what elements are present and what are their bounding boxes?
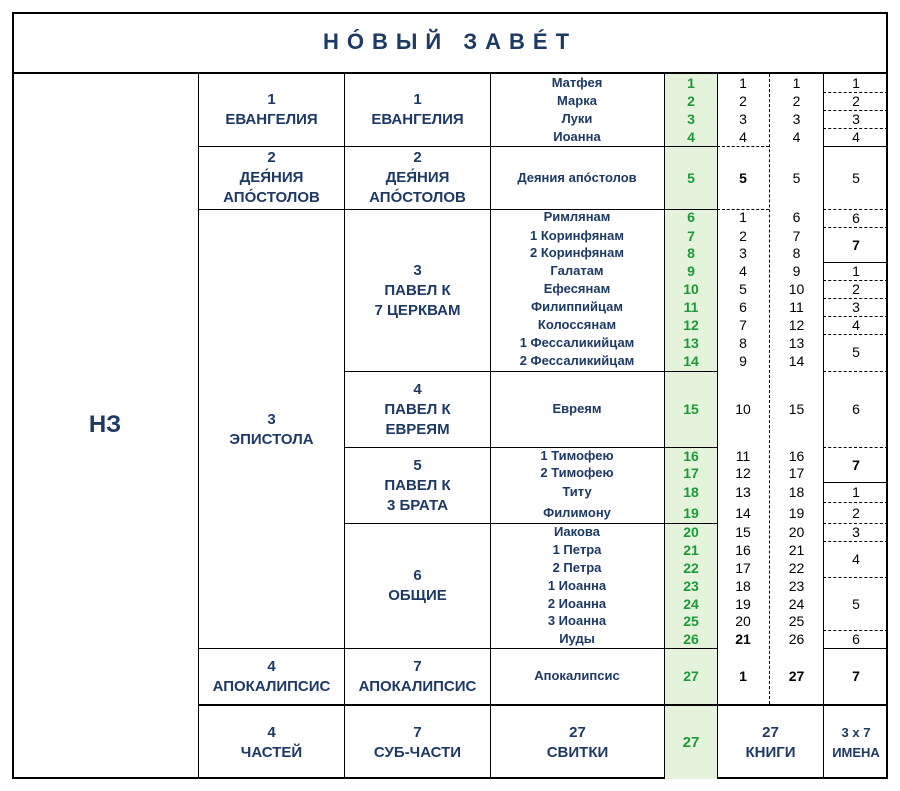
book-name: Колоссянам bbox=[537, 317, 617, 332]
divider bbox=[823, 577, 888, 578]
group-index: 3 bbox=[739, 111, 747, 127]
name-index: 5 bbox=[852, 344, 860, 360]
book-index: 11 bbox=[789, 299, 804, 315]
book-name: 2 Петра bbox=[552, 560, 602, 575]
book-name: Матфея bbox=[551, 75, 603, 90]
book-index: 2 bbox=[792, 93, 801, 109]
group-index: 1 bbox=[739, 75, 747, 91]
group-index: 7 bbox=[739, 317, 747, 333]
divider bbox=[823, 447, 888, 448]
subpart-number: 2 bbox=[413, 149, 422, 166]
subpart-cell bbox=[345, 147, 490, 209]
book-order: 20 bbox=[683, 524, 699, 540]
group-index: 5 bbox=[739, 170, 747, 186]
divider bbox=[823, 146, 888, 147]
group-index: 2 bbox=[739, 93, 747, 109]
footer-cell bbox=[718, 706, 823, 779]
name-index: 3 bbox=[852, 299, 860, 315]
book-order: 14 bbox=[683, 353, 699, 369]
name-index: 1 bbox=[852, 75, 860, 91]
name-index: 2 bbox=[852, 505, 860, 521]
book-name: Филиппийцам bbox=[530, 299, 624, 314]
book-name: Римлянам bbox=[543, 209, 611, 224]
part-cell bbox=[199, 408, 344, 452]
book-name: Евреям bbox=[552, 401, 602, 416]
book-index: 19 bbox=[788, 505, 805, 521]
subpart-cell bbox=[345, 649, 490, 704]
divider bbox=[823, 334, 888, 335]
book-index: 6 bbox=[792, 209, 801, 225]
book-index: 13 bbox=[788, 335, 805, 351]
book-order: 5 bbox=[687, 170, 695, 186]
group-index: 15 bbox=[735, 524, 751, 540]
subpart-label: ЕВАНГЕЛИЯ bbox=[371, 111, 464, 128]
group-index: 18 bbox=[735, 578, 751, 594]
book-index: 22 bbox=[788, 560, 805, 576]
footer-number: 4 bbox=[267, 723, 276, 741]
subpart-cell bbox=[345, 74, 490, 146]
footer-label: СВИТКИ bbox=[546, 743, 609, 761]
part-number: 1 bbox=[267, 91, 276, 108]
book-index: 7 bbox=[792, 228, 801, 244]
book-order: 19 bbox=[683, 505, 699, 521]
subpart-cell bbox=[345, 448, 490, 523]
name-index: 6 bbox=[852, 631, 860, 647]
group-index: 10 bbox=[735, 401, 751, 417]
footer-number: 27 bbox=[682, 733, 700, 751]
name-index: 2 bbox=[852, 93, 860, 109]
footer-cell bbox=[491, 706, 664, 779]
divider bbox=[823, 541, 888, 542]
name-index: 3 bbox=[852, 524, 860, 540]
book-order: 17 bbox=[683, 465, 699, 481]
book-order: 4 bbox=[687, 129, 695, 145]
book-index: 27 bbox=[788, 668, 805, 684]
group-index: 3 bbox=[739, 245, 747, 261]
book-index: 9 bbox=[792, 263, 801, 279]
book-index: 25 bbox=[788, 613, 805, 629]
subpart-label: ОБЩИЕ bbox=[388, 587, 447, 604]
book-index: 8 bbox=[792, 245, 801, 261]
book-name: 2 Фессаликийцам bbox=[519, 353, 635, 368]
group-index: 21 bbox=[735, 631, 751, 647]
book-index: 14 bbox=[788, 353, 805, 369]
group-index: 20 bbox=[735, 613, 751, 629]
book-order: 21 bbox=[683, 542, 699, 558]
divider bbox=[717, 146, 769, 147]
book-name: Луки bbox=[561, 111, 593, 126]
book-order: 22 bbox=[683, 560, 699, 576]
book-name: Филимону bbox=[543, 505, 611, 520]
divider bbox=[823, 227, 888, 228]
name-index: 4 bbox=[852, 129, 860, 145]
book-index: 18 bbox=[788, 484, 805, 500]
book-order: 27 bbox=[683, 668, 699, 684]
name-index: 5 bbox=[852, 170, 860, 186]
book-index: 23 bbox=[788, 578, 805, 594]
name-index: 2 bbox=[852, 281, 860, 297]
subpart-label: ДЕЯ́НИЯ АПÓСТОЛОВ bbox=[369, 169, 466, 206]
part-number: 2 bbox=[267, 149, 276, 166]
book-name: Апокалипсис bbox=[534, 668, 620, 683]
name-index: 7 bbox=[852, 457, 860, 473]
book-name: 2 Коринфянам bbox=[530, 245, 624, 260]
book-order: 25 bbox=[683, 613, 699, 629]
book-order: 16 bbox=[683, 448, 699, 464]
group-index: 2 bbox=[739, 228, 747, 244]
book-order: 23 bbox=[683, 578, 699, 594]
name-index: 7 bbox=[852, 668, 860, 684]
book-order: 12 bbox=[683, 317, 699, 333]
book-name: Ефесянам bbox=[543, 281, 611, 296]
book-order: 3 bbox=[687, 111, 695, 127]
subpart-cell bbox=[345, 524, 490, 648]
book-index: 3 bbox=[792, 111, 801, 127]
book-order: 11 bbox=[683, 299, 699, 315]
part-cell bbox=[199, 649, 344, 704]
book-name: Марка bbox=[557, 93, 597, 108]
name-index: 1 bbox=[852, 484, 860, 500]
book-name: 2 Тимофею bbox=[540, 465, 614, 480]
book-name: 2 Иоанна bbox=[547, 596, 607, 611]
part-label: АПОКАЛИПСИС bbox=[212, 677, 331, 695]
footer-label: КНИГИ bbox=[745, 743, 796, 761]
footer-cell bbox=[199, 706, 344, 779]
book-name: 3 Иоанна bbox=[547, 613, 607, 628]
footer-number: 27 bbox=[762, 723, 779, 741]
group-index: 4 bbox=[739, 263, 747, 279]
book-index: 4 bbox=[792, 129, 801, 145]
book-order: 6 bbox=[687, 209, 695, 225]
page-title: НÓВЫЙ ЗАВÉТ bbox=[322, 29, 578, 54]
group-index: 11 bbox=[735, 448, 751, 464]
group-index: 8 bbox=[739, 335, 747, 351]
part-label: ДЕЯ́НИЯ АПÓСТОЛОВ bbox=[223, 169, 320, 206]
book-name: 1 Иоанна bbox=[547, 578, 607, 593]
subpart-number: 3 bbox=[413, 261, 422, 279]
subpart-cell bbox=[345, 372, 490, 447]
book-order: 15 bbox=[683, 401, 699, 417]
book-index: 24 bbox=[788, 596, 805, 612]
name-index: 5 bbox=[852, 596, 860, 612]
footer-number: 27 bbox=[569, 723, 586, 741]
book-name: Титу bbox=[562, 484, 592, 499]
book-index: 21 bbox=[788, 542, 805, 558]
group-index: 6 bbox=[739, 299, 747, 315]
book-order: 9 bbox=[687, 263, 695, 279]
subpart-label: ПАВЕЛ К 7 ЦЕРКВАМ bbox=[374, 281, 461, 319]
book-index: 20 bbox=[788, 524, 805, 540]
part-label: ЭПИСТОЛА bbox=[229, 431, 314, 448]
footer-cell bbox=[345, 706, 490, 779]
book-name: Иуды bbox=[559, 631, 595, 646]
part-number: 4 bbox=[267, 657, 276, 675]
book-index: 26 bbox=[788, 631, 805, 647]
book-order: 13 bbox=[683, 335, 699, 351]
book-order: 1 bbox=[687, 75, 695, 91]
book-name: 1 Коринфянам bbox=[530, 228, 624, 243]
part-cell bbox=[199, 147, 344, 209]
book-order: 18 bbox=[683, 484, 699, 500]
name-index: 3 bbox=[852, 111, 860, 127]
book-order: 8 bbox=[687, 245, 695, 261]
footer-number: 3 х 7 bbox=[841, 724, 871, 740]
subpart-label: АПОКАЛИПСИС bbox=[358, 677, 477, 695]
footer-label: СУБ-ЧАСТИ bbox=[373, 743, 462, 761]
book-order: 26 bbox=[683, 631, 699, 647]
divider bbox=[823, 648, 888, 649]
book-name: 1 Фессаликийцам bbox=[519, 335, 635, 350]
subpart-number: 4 bbox=[413, 380, 422, 398]
name-index: 4 bbox=[852, 551, 860, 567]
group-index: 13 bbox=[735, 484, 751, 500]
subpart-label: ПАВЕЛ К ЕВРЕЯМ bbox=[384, 400, 451, 438]
group-index: 14 bbox=[735, 505, 751, 521]
book-order: 10 bbox=[683, 281, 699, 297]
group-index: 1 bbox=[739, 668, 747, 684]
book-name: Иоанна bbox=[553, 129, 601, 144]
name-index: 6 bbox=[852, 210, 860, 226]
book-name: Иакова bbox=[554, 524, 600, 539]
book-name: 1 Петра bbox=[552, 542, 602, 557]
group-index: 5 bbox=[739, 281, 747, 297]
subpart-number: 5 bbox=[413, 456, 422, 474]
subpart-number: 7 bbox=[413, 657, 422, 675]
group-index: 19 bbox=[735, 596, 751, 612]
book-order: 7 bbox=[687, 228, 695, 244]
footer-label: ИМЕНА bbox=[832, 744, 880, 760]
subpart-label: ПАВЕЛ К 3 БРАТА bbox=[384, 476, 451, 514]
group-index: 17 bbox=[735, 560, 751, 576]
book-index: 10 bbox=[788, 281, 805, 297]
footer-number: 7 bbox=[413, 723, 422, 741]
book-name: Деяния апóстолов bbox=[517, 170, 637, 185]
book-order: 24 bbox=[683, 596, 699, 612]
book-name: Галатам bbox=[550, 263, 604, 278]
book-index: 12 bbox=[788, 317, 805, 333]
divider bbox=[823, 371, 888, 372]
subpart-cell bbox=[345, 210, 490, 371]
name-index: 4 bbox=[852, 317, 860, 333]
book-name: 1 Тимофею bbox=[540, 448, 614, 463]
part-label: ЕВАНГЕЛИЯ bbox=[225, 111, 318, 128]
group-index: 4 bbox=[739, 129, 747, 145]
book-index: 1 bbox=[792, 75, 801, 91]
group-index: 12 bbox=[735, 465, 751, 481]
group-index: 16 bbox=[735, 542, 751, 558]
part-number: 3 bbox=[267, 411, 276, 428]
group-index: 1 bbox=[739, 209, 747, 225]
nz-label: НЗ bbox=[88, 411, 122, 438]
footer-cell bbox=[665, 706, 717, 779]
divider bbox=[823, 502, 888, 503]
book-index: 15 bbox=[788, 401, 805, 417]
subpart-number: 1 bbox=[413, 91, 422, 108]
name-index: 1 bbox=[852, 263, 860, 279]
group-index: 9 bbox=[739, 353, 747, 369]
part-cell bbox=[199, 74, 344, 146]
name-index: 7 bbox=[852, 237, 860, 253]
name-index: 6 bbox=[852, 401, 860, 417]
book-index: 17 bbox=[788, 465, 805, 481]
book-order: 2 bbox=[687, 93, 695, 109]
footer-label: ЧАСТЕЙ bbox=[240, 743, 303, 761]
subpart-number: 6 bbox=[413, 567, 422, 584]
footer-cell bbox=[824, 706, 888, 779]
book-index: 5 bbox=[792, 170, 801, 186]
book-index: 16 bbox=[788, 448, 805, 464]
